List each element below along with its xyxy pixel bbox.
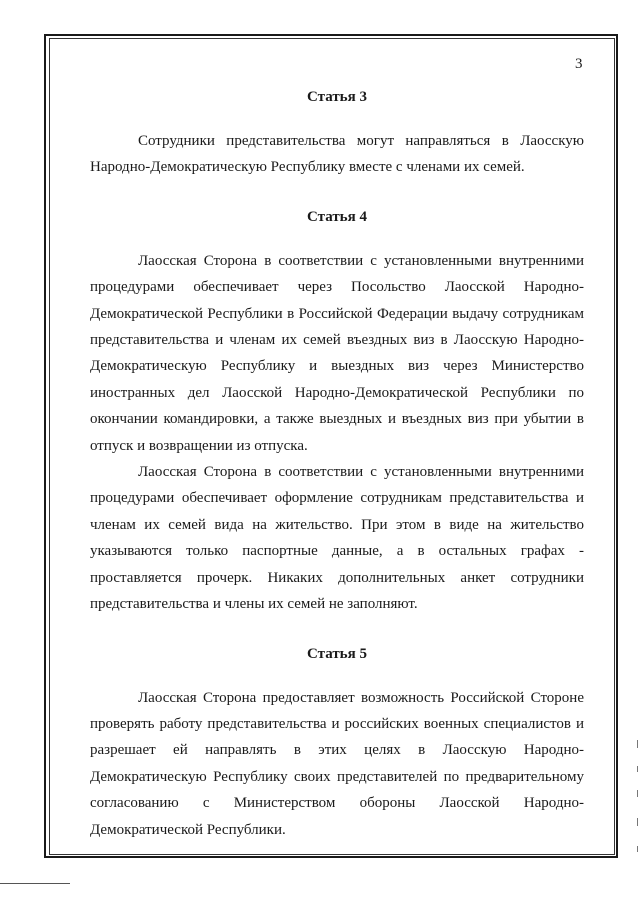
- scan-edge-mark: [637, 818, 638, 826]
- article-title: Статья 5: [307, 645, 367, 662]
- scan-edge-mark: [637, 790, 638, 797]
- page-number: 3: [575, 56, 583, 72]
- article-3: [90, 84, 584, 181]
- article-paragraph: Сотрудники представительства могут направляться в Лаосскую Народно-Демократическую Республику вместе с членами их семей.: [90, 133, 584, 176]
- article-paragraph: Лаосская Сторона предоставляет возможность Российской Стороне проверять работу представительства и российских военных специалистов и разрешает ей направлять в этих целях в Лаосскую Народно-Демократическую Республику своих представителей по предварительному согласованию с Министерством обороны Лаосской Народно-Демократической Республики.: [90, 689, 584, 838]
- article-title: Статья 3: [307, 89, 367, 105]
- scan-edge-mark: [637, 740, 638, 748]
- article-title: Статья 4: [307, 208, 367, 225]
- article-paragraph: Лаосская Сторона в соответствии с установленными внутренними процедурами обеспечивает через Посольство Лаосской Народно-Демократической Республики в Российской Федерации выдачу сотрудникам представительства и членам их семей въездных виз в Лаосскую Народно-Демократическую Республику и выездных виз через Министерство иностранных дел Лаосской Народно-Демократической Республики по окончании командировки, а также выездных и въездных виз при убытии в отпуск и возвращении из отпуска.: [90, 252, 584, 454]
- scan-edge-mark: [637, 766, 638, 772]
- article-4: [90, 204, 584, 618]
- document-body: [90, 84, 584, 843]
- article-paragraph: Лаосская Сторона в соответствии с установленными внутренними процедурами обеспечивает оформление сотрудникам представительства и членам их семей вида на жительство. При этом в виде на жительство указываются только паспортные данные, а в остальных графах - проставляется прочерк. Никаких дополнительных анкет сотрудники представительства и члены их семей не заполняют.: [90, 464, 584, 613]
- scan-rule-mark: [0, 883, 70, 884]
- article-5: [90, 641, 584, 843]
- scan-edge-mark: [637, 846, 638, 852]
